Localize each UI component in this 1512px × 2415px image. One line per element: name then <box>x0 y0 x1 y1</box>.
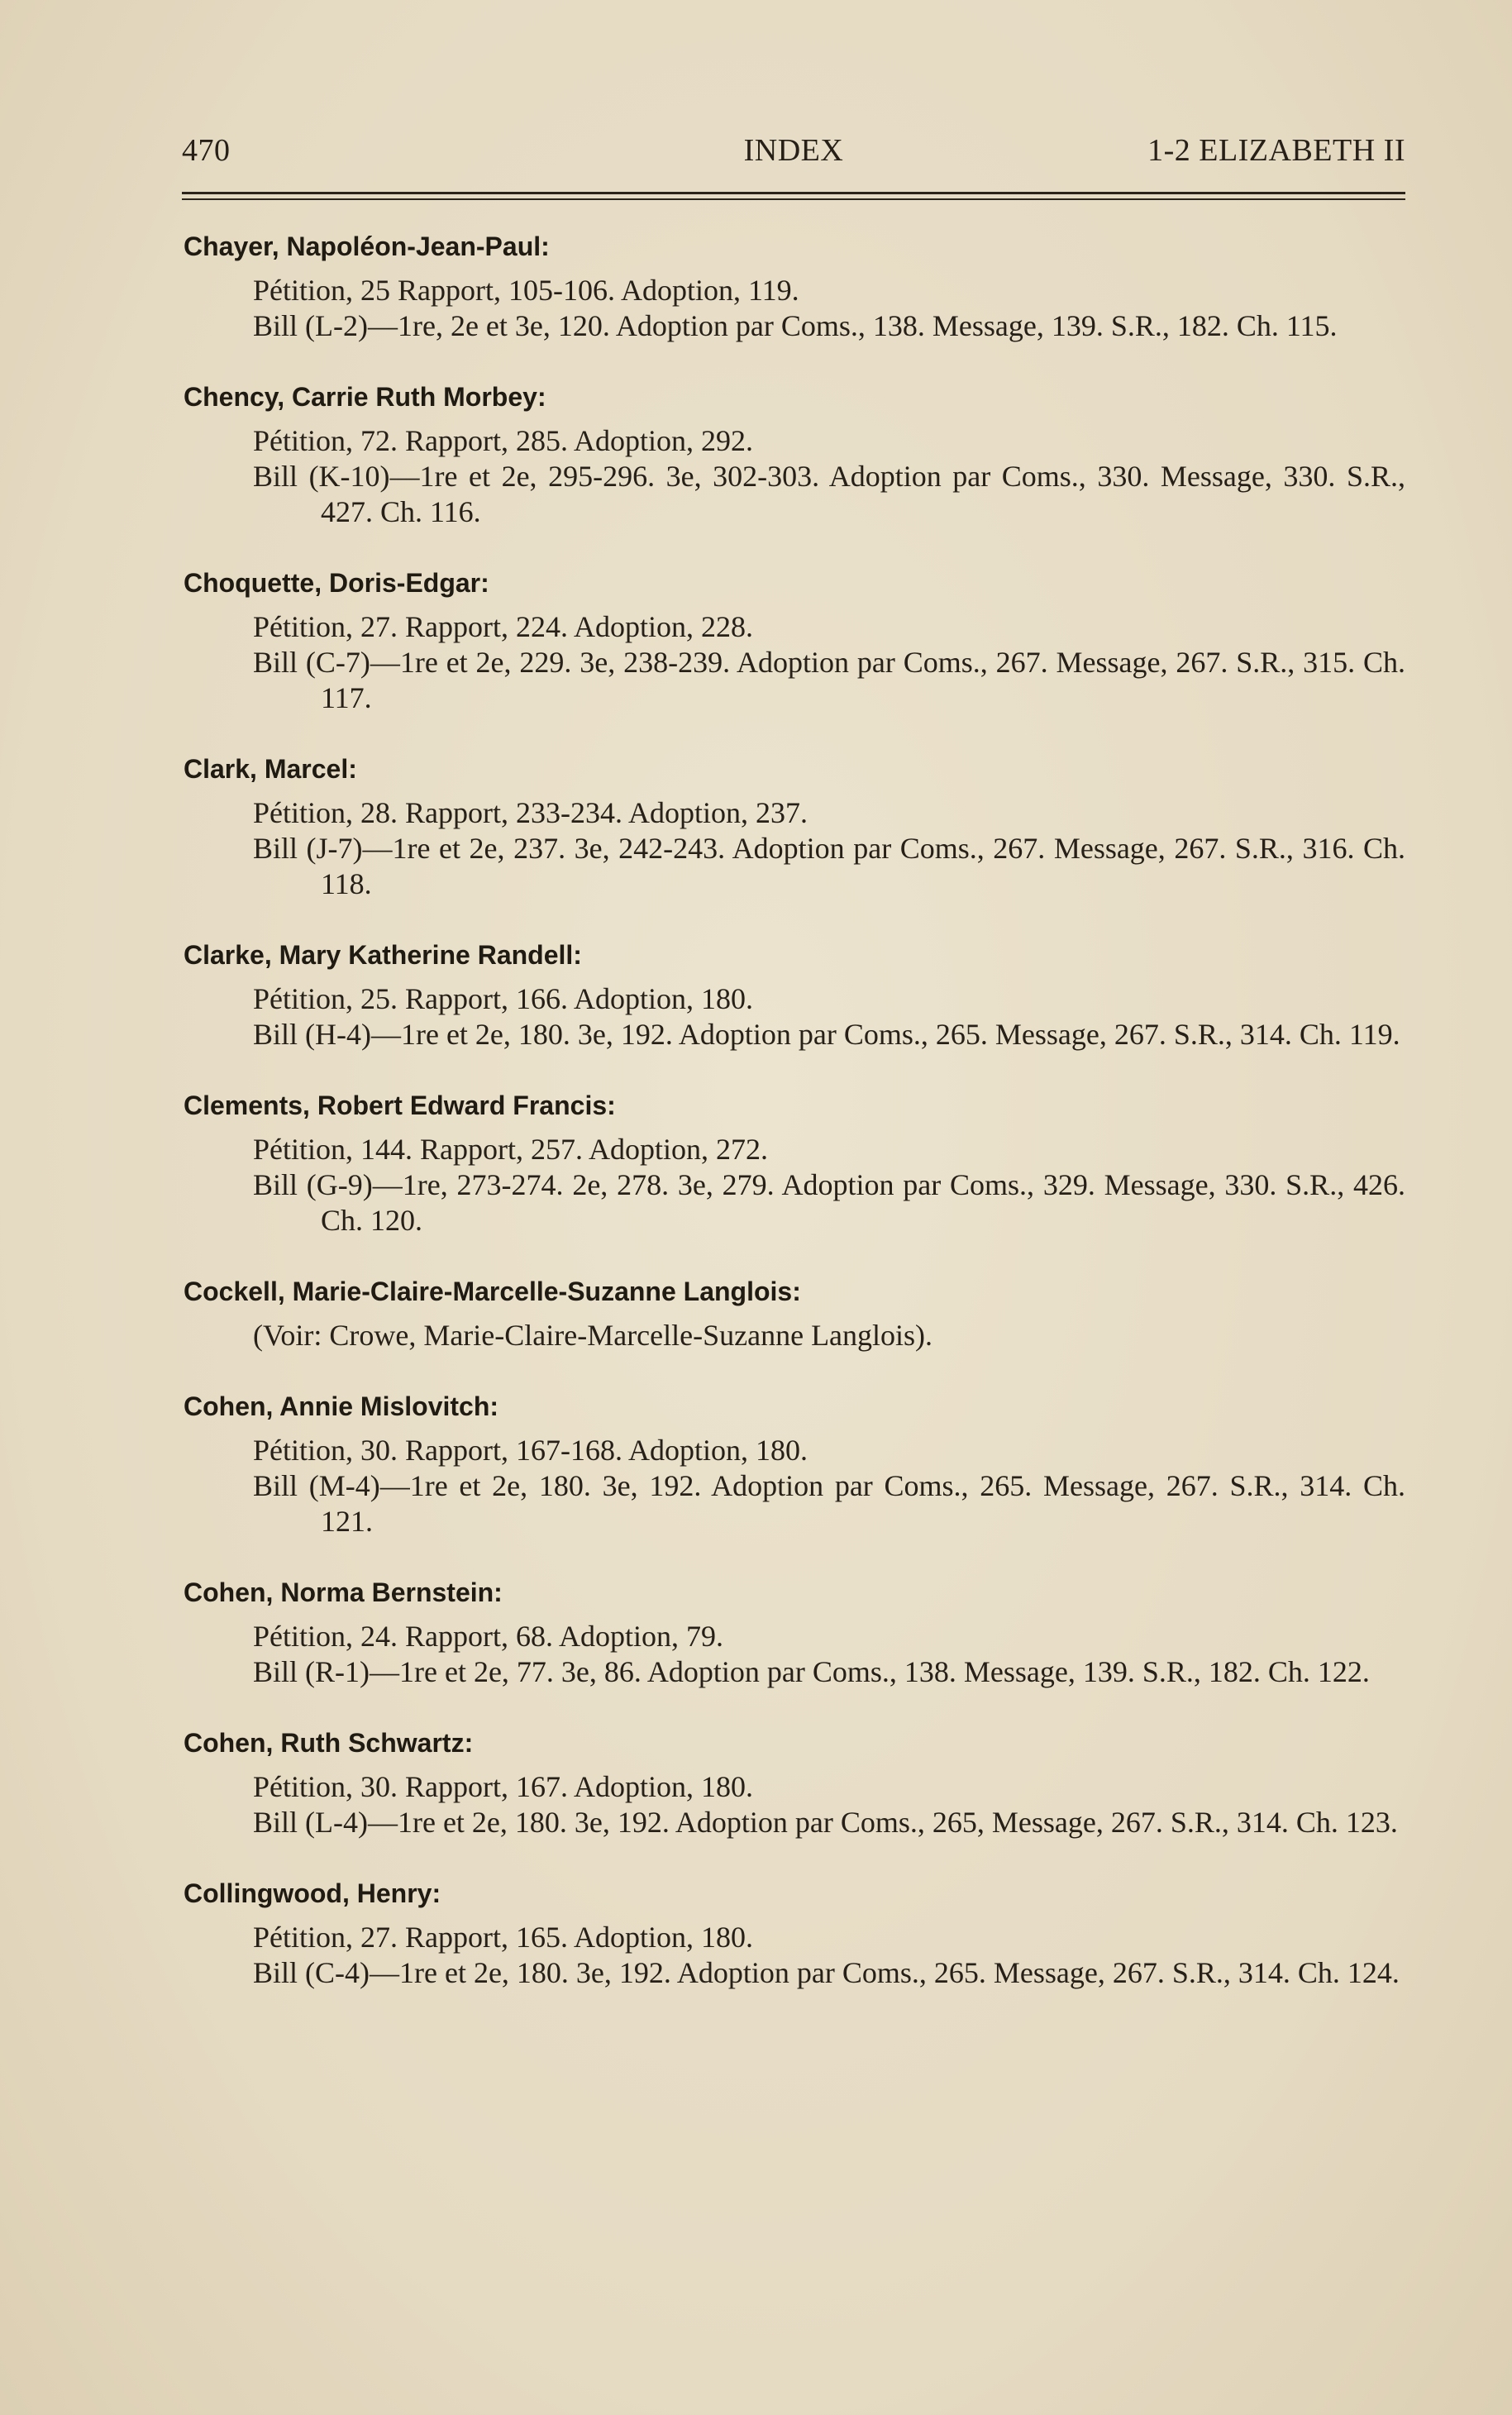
entry-petition: Pétition, 144. Rapport, 257. Adoption, 272. <box>253 1133 769 1166</box>
index-entry <box>184 938 1405 1052</box>
entry-bill: Bill (H-4)—1re et 2e, 180. 3e, 192. Adoption par Coms., 265. Message, 267. S.R., 314. Ch. 119. <box>253 1018 1400 1051</box>
entry-petition: Pétition, 30. Rapport, 167. Adoption, 180. <box>253 1770 754 1803</box>
entry-petition: Pétition, 25. Rapport, 166. Adoption, 180. <box>253 982 754 1015</box>
page-header <box>182 132 1405 174</box>
entry-bill: Bill (K-10)—1re et 2e, 295-296. 3e, 302-303. Adoption par Coms., 330. Message, 330. S.R., 427. Ch. 116. <box>253 460 1405 528</box>
index-entry <box>184 1726 1405 1840</box>
entry-name: Choquette, Doris-Edgar: <box>184 568 489 598</box>
index-entries <box>184 230 1405 2027</box>
entry-bill: Bill (L-4)—1re et 2e, 180. 3e, 192. Adoption par Coms., 265, Message, 267. S.R., 314. Ch. 123. <box>253 1806 1398 1839</box>
header-rule-bottom <box>182 198 1405 200</box>
entry-name: Cohen, Annie Mislovitch: <box>184 1391 499 1421</box>
index-entry <box>184 1089 1405 1239</box>
entry-name: Chayer, Napoléon-Jean-Paul: <box>184 231 550 261</box>
index-entry <box>184 1877 1405 1991</box>
entry-bill: Bill (M-4)—1re et 2e, 180. 3e, 192. Adoption par Coms., 265. Message, 267. S.R., 314. Ch. 121. <box>253 1469 1405 1538</box>
volume-label: 1-2 ELIZABETH II <box>1147 133 1405 168</box>
entry-name: Clements, Robert Edward Francis: <box>184 1091 616 1120</box>
entry-name: Cohen, Norma Bernstein: <box>184 1577 503 1607</box>
entry-bill: Bill (G-9)—1re, 273-274. 2e, 278. 3e, 279. Adoption par Coms., 329. Message, 330. S.R., 426. Ch. 120. <box>253 1168 1405 1237</box>
entry-petition: Pétition, 27. Rapport, 165. Adoption, 180. <box>253 1921 754 1954</box>
entry-name: Cockell, Marie-Claire-Marcelle-Suzanne Langlois: <box>184 1277 801 1306</box>
entry-bill: Bill (C-7)—1re et 2e, 229. 3e, 238-239. Adoption par Coms., 267. Message, 267. S.R., 315. Ch. 117. <box>253 646 1405 714</box>
entry-bill: Bill (C-4)—1re et 2e, 180. 3e, 192. Adoption par Coms., 265. Message, 267. S.R., 314. Ch. 124. <box>253 1956 1400 1989</box>
header-rule-top <box>182 192 1405 194</box>
entry-bill: Bill (R-1)—1re et 2e, 77. 3e, 86. Adoption par Coms., 138. Message, 139. S.R., 182. Ch. 122. <box>253 1655 1370 1688</box>
entry-petition: Pétition, 30. Rapport, 167-168. Adoption, 180. <box>253 1434 808 1467</box>
index-entry <box>184 566 1405 716</box>
entry-petition: Pétition, 24. Rapport, 68. Adoption, 79. <box>253 1620 724 1653</box>
page-number: 470 <box>182 133 231 168</box>
entry-petition: Pétition, 28. Rapport, 233-234. Adoption, 237. <box>253 796 808 829</box>
page-title: INDEX <box>743 133 844 168</box>
entry-cross-reference: (Voir: Crowe, Marie-Claire-Marcelle-Suzanne Langlois). <box>253 1319 933 1352</box>
index-entry <box>184 380 1405 530</box>
entry-name: Cohen, Ruth Schwartz: <box>184 1728 474 1758</box>
index-entry <box>184 1390 1405 1539</box>
entry-name: Collingwood, Henry: <box>184 1878 441 1908</box>
entry-petition: Pétition, 25 Rapport, 105-106. Adoption, 119. <box>253 274 799 307</box>
entry-bill: Bill (J-7)—1re et 2e, 237. 3e, 242-243. Adoption par Coms., 267. Message, 267. S.R., 316. Ch. 118. <box>253 832 1405 900</box>
index-entry <box>184 752 1405 902</box>
index-entry <box>184 1275 1405 1353</box>
entry-name: Chency, Carrie Ruth Morbey: <box>184 382 546 412</box>
entry-petition: Pétition, 72. Rapport, 285. Adoption, 292. <box>253 424 754 457</box>
entry-name: Clarke, Mary Katherine Randell: <box>184 940 582 970</box>
index-entry <box>184 230 1405 344</box>
entry-petition: Pétition, 27. Rapport, 224. Adoption, 228. <box>253 610 754 643</box>
entry-bill: Bill (L-2)—1re, 2e et 3e, 120. Adoption par Coms., 138. Message, 139. S.R., 182. Ch. 115. <box>253 309 1338 342</box>
index-entry <box>184 1576 1405 1690</box>
entry-name: Clark, Marcel: <box>184 754 357 784</box>
